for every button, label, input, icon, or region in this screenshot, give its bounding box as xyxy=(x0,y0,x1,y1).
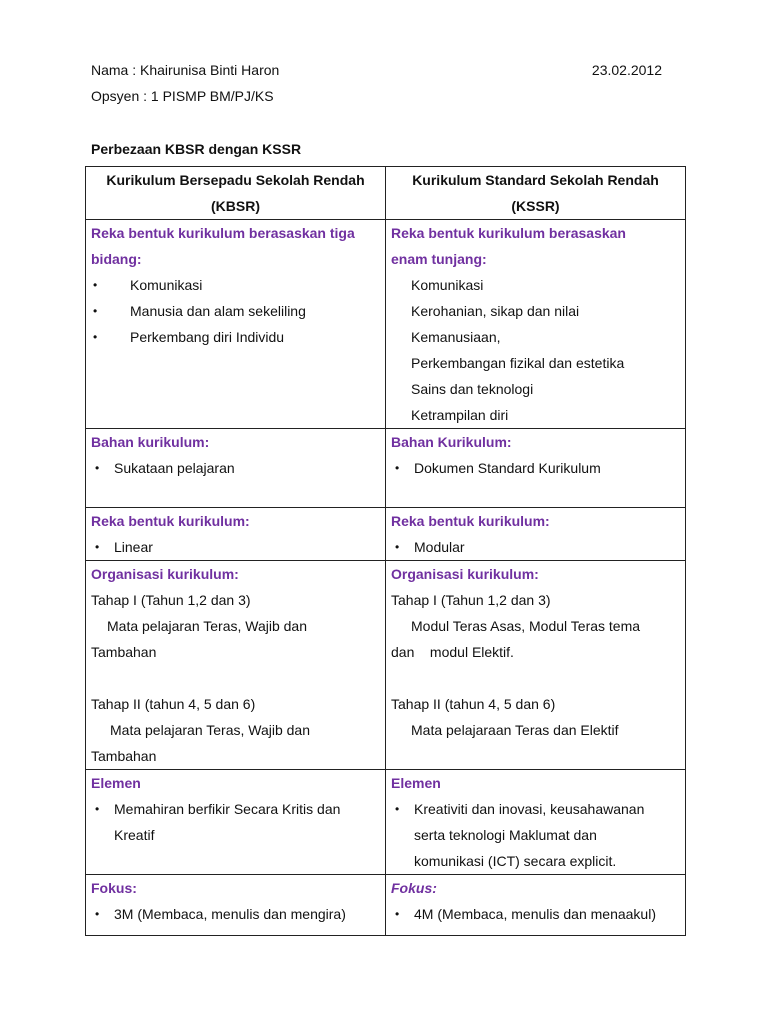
table-header-row xyxy=(86,167,686,220)
list-item-text: Linear xyxy=(114,539,153,555)
kbsr-material-list xyxy=(91,455,380,481)
kbsr-design-cell xyxy=(86,220,386,429)
kbsr-header-abbr: (KBSR) xyxy=(211,198,260,214)
list-item-text: Manusia dan alam sekeliling xyxy=(130,303,306,319)
kssr-element-title: Elemen xyxy=(391,775,441,791)
list-item xyxy=(91,298,380,324)
list-item xyxy=(91,534,380,560)
table-row xyxy=(86,770,686,875)
list-item-text: Kreativiti dan inovasi, keusahawanan xyxy=(414,801,645,817)
list-item-text: Modular xyxy=(414,539,465,555)
bullet-icon: • xyxy=(95,802,100,816)
bullet-icon: • xyxy=(93,278,98,292)
kssr-design-cell xyxy=(386,220,686,429)
table-row xyxy=(86,875,686,936)
bullet-icon: • xyxy=(395,461,400,475)
list-item-text: 3M (Membaca, menulis dan mengira) xyxy=(114,906,346,922)
kssr-stage-2: Tahap II (tahun 4, 5 dan 6) xyxy=(391,696,556,712)
list-item-text: Perkembang diri Individu xyxy=(130,329,285,345)
kssr-organisation-title: Organisasi kurikulum: xyxy=(391,566,539,582)
kssr-stage-2-subjects: Mata pelajaraan Teras dan Elektif xyxy=(411,722,619,738)
list-item xyxy=(91,272,380,298)
table-row xyxy=(86,561,686,770)
table-row xyxy=(86,220,686,429)
kssr-design-type-cell xyxy=(386,508,686,561)
list-item-text-cont: Kreatif xyxy=(114,827,155,843)
kssr-element-list xyxy=(391,796,680,874)
list-item-text-cont: serta teknologi Maklumat dan xyxy=(414,827,597,843)
list-item-text: Memahiran berfikir Secara Kritis dan xyxy=(114,801,341,817)
list-item: Perkembangan fizikal dan estetika xyxy=(411,355,625,371)
kbsr-header-cell xyxy=(86,167,386,220)
kbsr-material-cell xyxy=(86,429,386,508)
list-item-text: 4M (Membaca, menulis dan menaakul) xyxy=(414,906,656,922)
table-row xyxy=(86,508,686,561)
kssr-stage-1: Tahap I (Tahun 1,2 dan 3) xyxy=(391,592,551,608)
kssr-material-list xyxy=(391,455,680,481)
kbsr-material-title: Bahan kurikulum: xyxy=(91,434,210,450)
bullet-icon: • xyxy=(95,461,100,475)
kbsr-stage-1-subjects: Mata pelajaran Teras, Wajib dan xyxy=(107,618,307,634)
list-item: Kemanusiaan, xyxy=(411,329,501,345)
kssr-material-cell xyxy=(386,429,686,508)
kssr-focus-list xyxy=(391,901,680,927)
kbsr-design-list xyxy=(91,272,380,350)
list-item xyxy=(91,324,380,350)
list-item-text: Dokumen Standard Kurikulum xyxy=(414,460,601,476)
kbsr-stage-2: Tahap II (tahun 4, 5 dan 6) xyxy=(91,696,256,712)
list-item: Sains dan teknologi xyxy=(411,381,534,397)
kssr-design-type-title: Reka bentuk kurikulum: xyxy=(391,513,550,529)
kssr-design-title-1: Reka bentuk kurikulum berasaskan xyxy=(391,225,626,241)
kbsr-stage-1: Tahap I (Tahun 1,2 dan 3) xyxy=(91,592,251,608)
list-item xyxy=(391,534,680,560)
kbsr-design-type-cell xyxy=(86,508,386,561)
document-title: Perbezaan KBSR dengan KSSR xyxy=(91,141,302,157)
list-item xyxy=(391,796,680,874)
kbsr-organisation-cell xyxy=(86,561,386,770)
kssr-header-title: Kurikulum Standard Sekolah Rendah xyxy=(412,172,659,188)
kbsr-stage-1-subjects-cont: Tambahan xyxy=(91,644,157,660)
kbsr-focus-list xyxy=(91,901,380,927)
list-item-text-cont: komunikasi (ICT) secara explicit. xyxy=(414,853,617,869)
kssr-design-type-list xyxy=(391,534,680,560)
kssr-stage-1-modules-cont: dan modul Elektif. xyxy=(391,644,514,660)
kbsr-design-type-title: Reka bentuk kurikulum: xyxy=(91,513,250,529)
kbsr-stage-2-subjects: Mata pelajaran Teras, Wajib dan xyxy=(110,722,310,738)
kssr-stage-1-modules: Modul Teras Asas, Modul Teras tema xyxy=(411,618,641,634)
document-date: 23.02.2012 xyxy=(591,62,662,78)
kbsr-stage-2-subjects-cont: Tambahan xyxy=(91,748,157,764)
kssr-design-title-2: enam tunjang: xyxy=(391,251,487,267)
kssr-header-abbr: (KSSR) xyxy=(511,198,560,214)
kbsr-focus-title: Fokus: xyxy=(91,880,137,896)
kbsr-design-title-1: Reka bentuk kurikulum berasaskan tiga xyxy=(91,225,355,241)
kbsr-design-title-2: bidang: xyxy=(91,251,142,267)
bullet-icon: • xyxy=(395,907,400,921)
kbsr-header-title: Kurikulum Bersepadu Sekolah Rendah xyxy=(106,172,365,188)
list-item-text: Sukataan pelajaran xyxy=(114,460,235,476)
list-item xyxy=(91,796,380,848)
comparison-table xyxy=(85,166,686,936)
list-item: Komunikasi xyxy=(411,277,484,293)
table-row xyxy=(86,429,686,508)
bullet-icon: • xyxy=(395,540,400,554)
bullet-icon: • xyxy=(95,540,100,554)
bullet-icon: • xyxy=(93,304,98,318)
list-item xyxy=(91,901,380,927)
kssr-material-title: Bahan Kurikulum: xyxy=(391,434,512,450)
bullet-icon: • xyxy=(93,330,98,344)
bullet-icon: • xyxy=(395,802,400,816)
kbsr-element-cell xyxy=(86,770,386,875)
student-name: Nama : Khairunisa Binti Haron xyxy=(91,62,280,78)
list-item-text: Komunikasi xyxy=(130,277,203,293)
kssr-focus-cell xyxy=(386,875,686,936)
list-item xyxy=(391,455,680,481)
kssr-organisation-cell xyxy=(386,561,686,770)
kssr-element-cell xyxy=(386,770,686,875)
kssr-header-cell xyxy=(386,167,686,220)
kbsr-element-list xyxy=(91,796,380,848)
list-item: Ketrampilan diri xyxy=(411,407,509,423)
bullet-icon: • xyxy=(95,907,100,921)
list-item xyxy=(91,455,380,481)
kbsr-organisation-title: Organisasi kurikulum: xyxy=(91,566,239,582)
kbsr-design-type-list xyxy=(91,534,380,560)
kbsr-element-title: Elemen xyxy=(91,775,141,791)
kbsr-focus-cell xyxy=(86,875,386,936)
list-item xyxy=(391,901,680,927)
list-item: Kerohanian, sikap dan nilai xyxy=(411,303,580,319)
kssr-focus-title: Fokus: xyxy=(391,880,437,896)
student-option: Opsyen : 1 PISMP BM/PJ/KS xyxy=(91,88,274,104)
